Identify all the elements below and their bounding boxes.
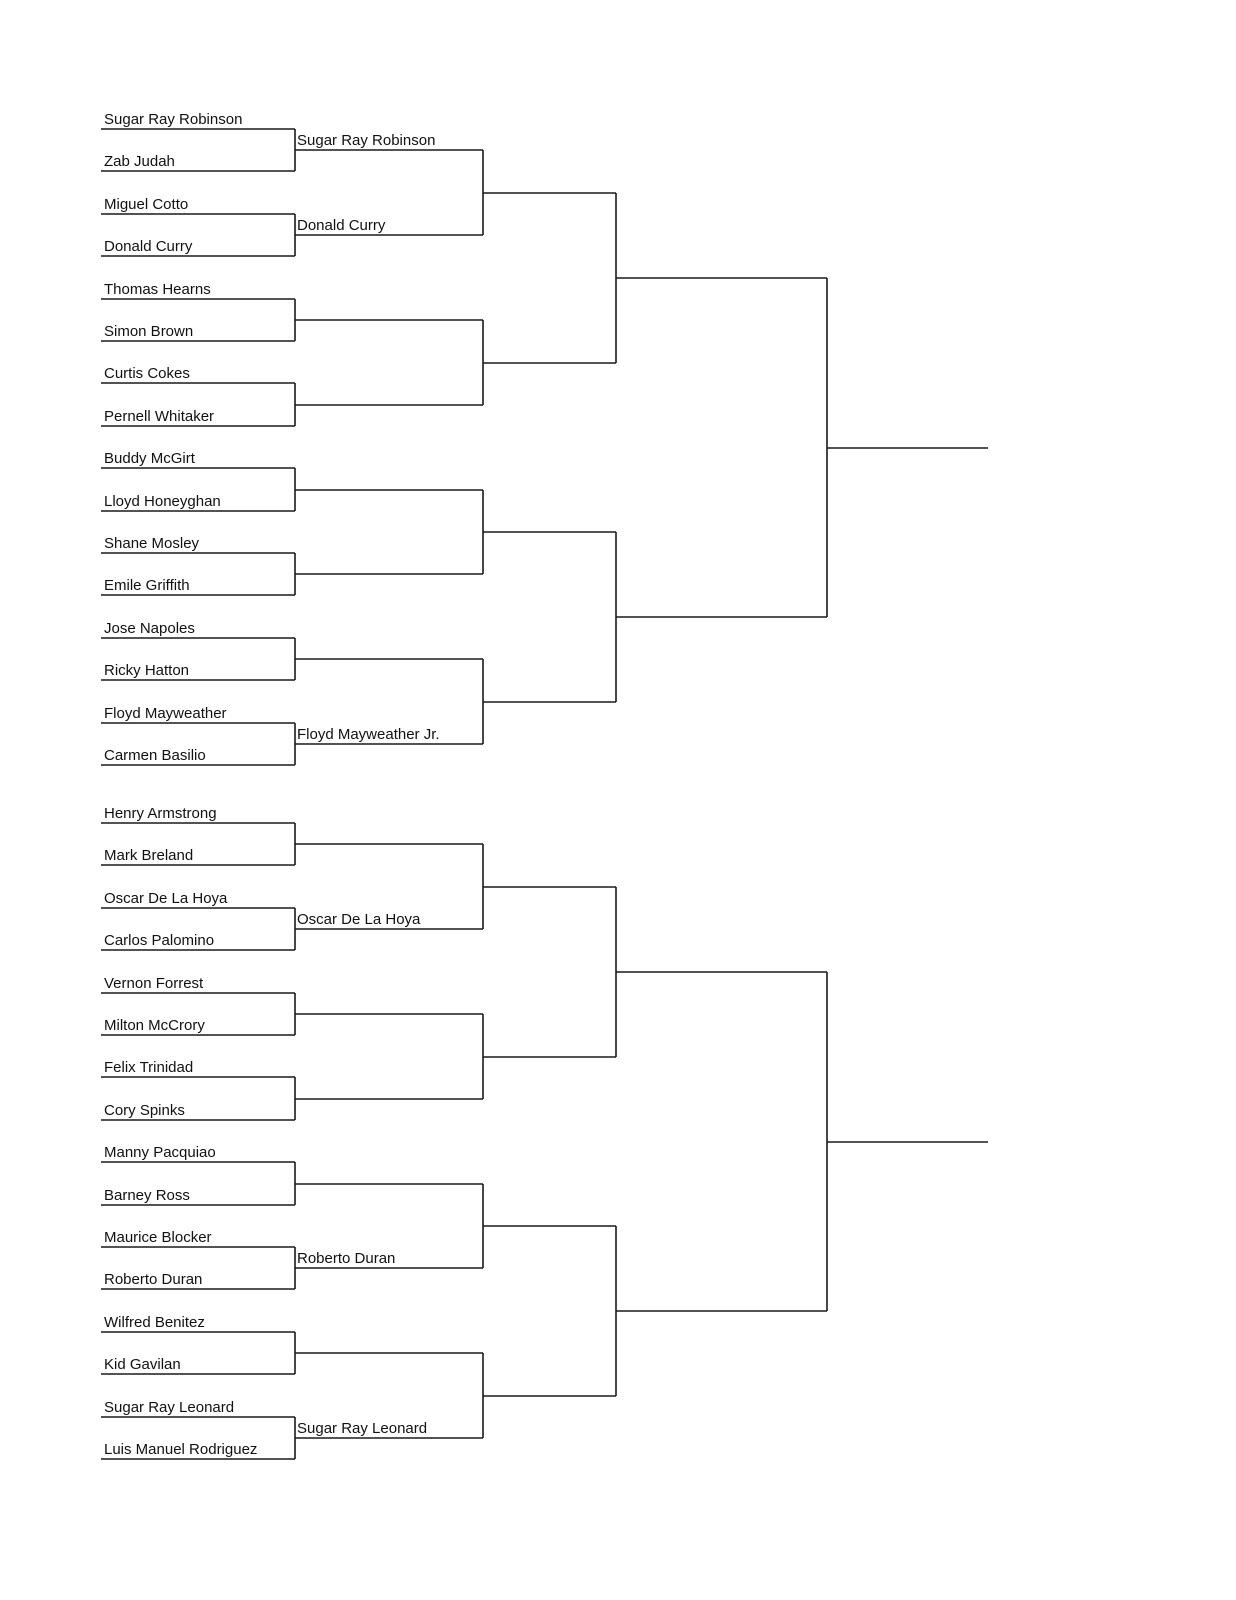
- entrant-name: Sugar Ray Leonard: [104, 1399, 235, 1416]
- entrant-name: Miguel Cotto: [104, 196, 189, 213]
- entrant-name: Milton McCrory: [104, 1017, 205, 1034]
- entrant-name: Mark Breland: [104, 847, 194, 864]
- entrant-name: Buddy McGirt: [104, 450, 195, 467]
- round2-winner-name: Sugar Ray Leonard: [297, 1420, 428, 1437]
- entrant-name: Emile Griffith: [104, 577, 190, 594]
- entrant-name: Simon Brown: [104, 323, 194, 340]
- entrant-name: Carlos Palomino: [104, 932, 215, 949]
- entrant-name: Carmen Basilio: [104, 747, 206, 764]
- entrant-name: Curtis Cokes: [104, 365, 190, 382]
- entrant-name: Maurice Blocker: [104, 1229, 212, 1246]
- entrant-name: Manny Pacquiao: [104, 1144, 216, 1161]
- entrant-name: Kid Gavilan: [104, 1356, 181, 1373]
- entrant-name: Jose Napoles: [104, 620, 195, 637]
- entrant-name: Thomas Hearns: [104, 281, 211, 298]
- entrant-name: Cory Spinks: [104, 1102, 185, 1119]
- entrant-name: Shane Mosley: [104, 535, 200, 552]
- entrant-name: Wilfred Benitez: [104, 1314, 205, 1331]
- entrant-name: Felix Trinidad: [104, 1059, 194, 1076]
- round2-winner-name: Roberto Duran: [297, 1250, 396, 1267]
- entrant-name: Vernon Forrest: [104, 975, 204, 992]
- entrant-name: Sugar Ray Robinson: [104, 111, 243, 128]
- entrant-name: Luis Manuel Rodriguez: [104, 1441, 258, 1458]
- round2-winner-name: Sugar Ray Robinson: [297, 132, 436, 149]
- entrant-name: Donald Curry: [104, 238, 193, 255]
- round2-winner-name: Oscar De La Hoya: [297, 911, 421, 928]
- entrant-name: Oscar De La Hoya: [104, 890, 228, 907]
- round2-winner-name: Floyd Mayweather Jr.: [297, 726, 440, 743]
- entrant-name: Roberto Duran: [104, 1271, 203, 1288]
- entrant-name: Zab Judah: [104, 153, 175, 170]
- entrant-name: Ricky Hatton: [104, 662, 190, 679]
- entrant-name: Henry Armstrong: [104, 805, 217, 822]
- entrant-name: Floyd Mayweather: [104, 705, 227, 722]
- entrant-name: Lloyd Honeyghan: [104, 493, 221, 510]
- round2-winner-name: Donald Curry: [297, 217, 386, 234]
- entrant-name: Pernell Whitaker: [104, 408, 215, 425]
- entrant-name: Barney Ross: [104, 1187, 190, 1204]
